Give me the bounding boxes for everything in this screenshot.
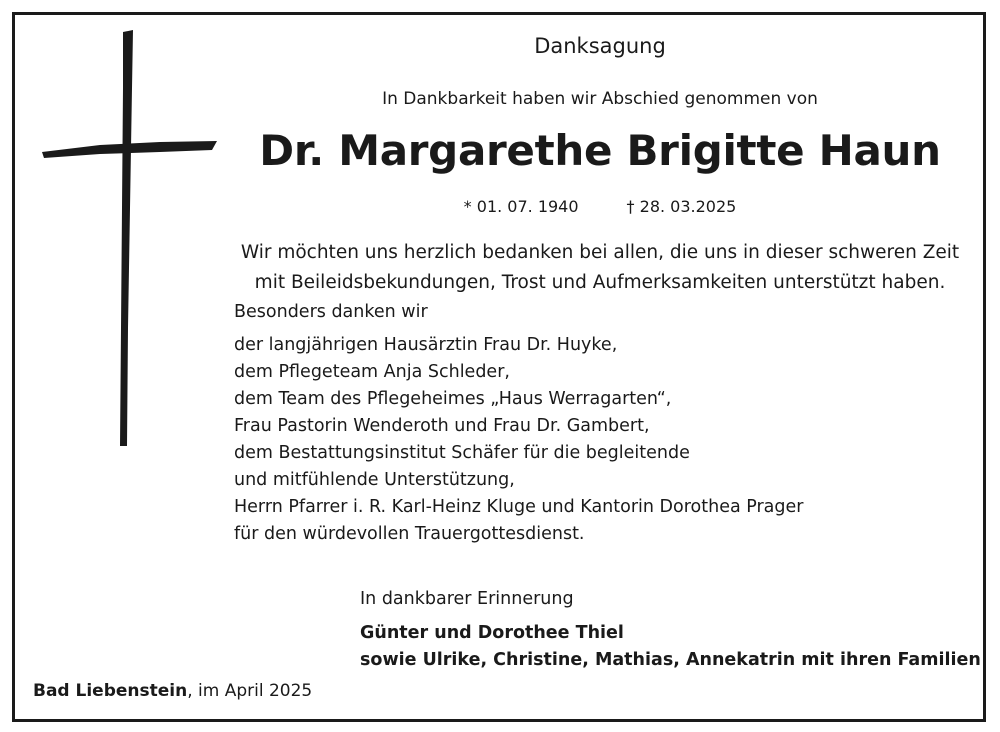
list-item: dem Bestattungsinstitut Schäfer für die begleitende xyxy=(234,443,690,463)
place-date xyxy=(33,681,312,701)
thanks-paragraph xyxy=(240,238,960,298)
special-thanks-heading: Besonders danken wir xyxy=(234,302,428,322)
heading: Danksagung xyxy=(534,34,666,58)
list-item: Herrn Pfarrer i. R. Karl-Heinz Kluge und Kantorin Dorothea Prager xyxy=(234,497,804,517)
date: , im April 2025 xyxy=(187,681,313,701)
place: Bad Liebenstein xyxy=(33,681,188,701)
list-item: Frau Pastorin Wenderoth und Frau Dr. Gambert, xyxy=(234,416,650,436)
signature-names: Günter und Dorothee Thiel xyxy=(360,623,624,643)
list-item: dem Pflegeteam Anja Schleder, xyxy=(234,362,510,382)
signature-family: sowie Ulrike, Christine, Mathias, Annekatrin mit ihren Familien xyxy=(360,650,981,670)
birth-date: * 01. 07. 1940 xyxy=(463,197,579,216)
memory-line: In dankbarer Erinnerung xyxy=(360,589,574,609)
thanks-line: mit Beileidsbekundungen, Trost und Aufmerksamkeiten unterstützt haben. xyxy=(254,272,946,293)
list-item: für den würdevollen Trauergottesdienst. xyxy=(234,524,585,544)
intro-text: In Dankbarkeit haben wir Abschied genommen von xyxy=(382,89,818,109)
list-item: dem Team des Pflegeheimes „Haus Werragarten“, xyxy=(234,389,672,409)
cross-icon xyxy=(40,28,220,448)
thanks-line: Wir möchten uns herzlich bedanken bei allen, die uns in dieser schweren Zeit xyxy=(240,242,960,263)
list-item: und mitfühlende Unterstützung, xyxy=(234,470,515,490)
life-dates xyxy=(240,197,960,216)
list-item: der langjährigen Hausärztin Frau Dr. Huyke, xyxy=(234,335,618,355)
deceased-name: Dr. Margarethe Brigitte Haun xyxy=(259,126,941,175)
death-date: † 28. 03.2025 xyxy=(626,197,737,216)
